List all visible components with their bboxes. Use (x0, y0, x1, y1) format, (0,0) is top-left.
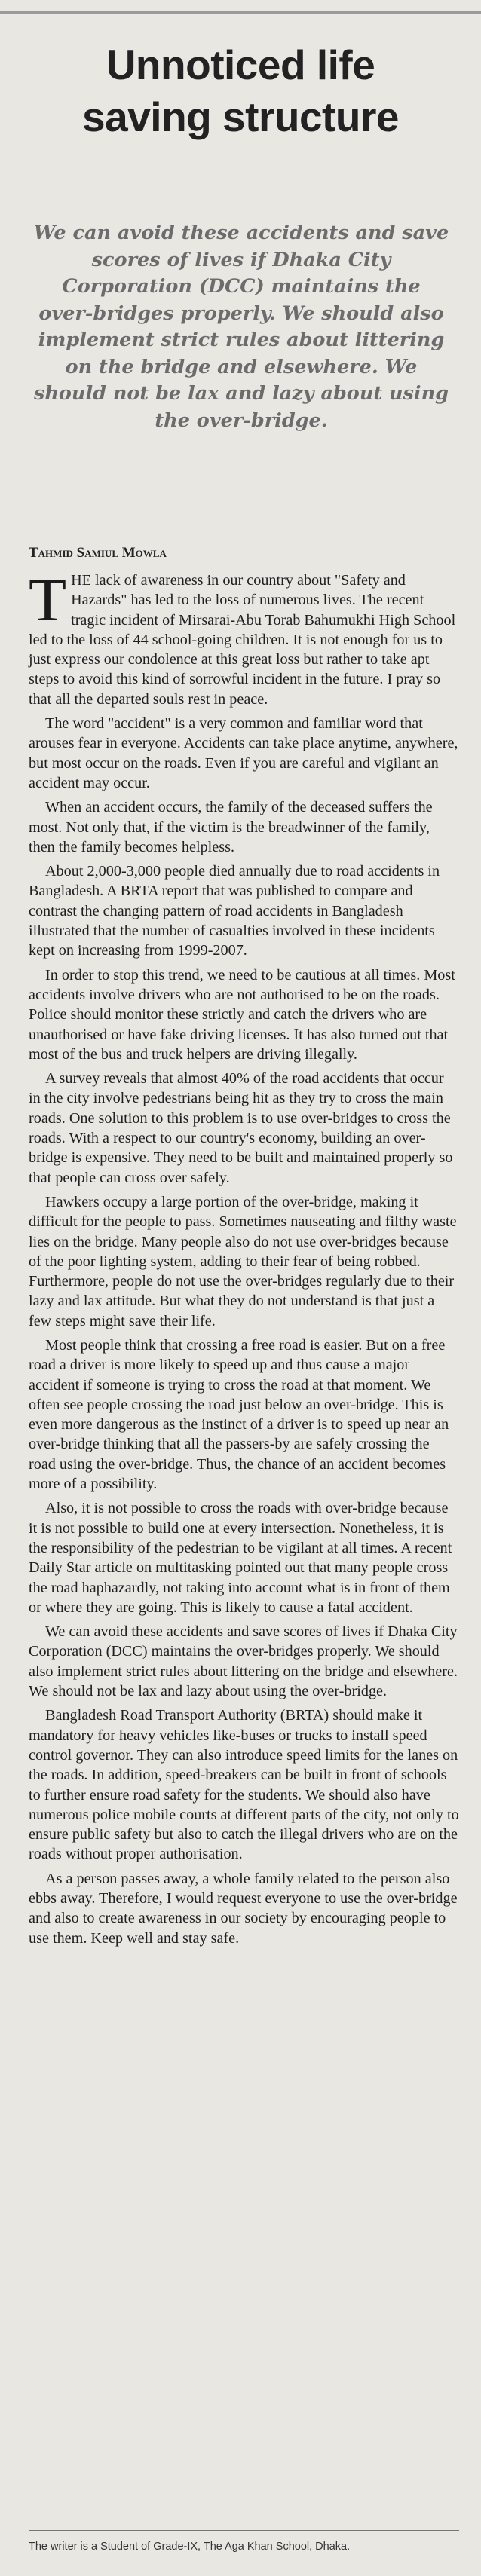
article-paragraph-5: In order to stop this trend, we need to be cautious at all times. Most accidents involve drivers who are not authorised to be on the roads. Police should monitor these strictly and catch the drivers who are unauthorised or have fake driving licenses. It has also turned out that most of the bus and truck helpers are driving illegally. (29, 966, 455, 1063)
article-paragraph-10: We can avoid these accidents and save scores of lives if Dhaka City Corporation (DCC) maintains the over-bridges properly. We should also implement strict rules about littering on the bridge and elsewhere. We should not be lax and lazy about using the over-bridge. (29, 1623, 458, 1700)
article-paragraph-8: Most people think that crossing a free road is easier. But on a free road a driver is more likely to speed up and thus cause a major accident if someone is trying to cross the road at that moment. We often see people crossing the road just below an over-bridge. This is even more dangerous as the instinct of a driver is to speed up near an over-bridge thinking that all the passers-by are safely crossing the road using the over-bridge. Thus, the chance of an accident becomes more of a possibility. (29, 1336, 449, 1493)
headline-line-2: saving structure (82, 93, 399, 140)
paragraph-text: HE lack of awareness in our country about "Safety and Hazards" has led to the loss of numerous lives. The recent tragic incident of Mirsarai-Abu Torab Bahumukhi High School led to the loss of 44 school-going children. It is not enough for us to just express our condolence at this great loss but rather to take apt steps to avoid this kind of sorrowful incident in the future. I pray so that all the departed souls rest in peace. (29, 572, 456, 708)
article-paragraph-9: Also, it is not possible to cross the roads with over-bridge because it is not possible to build one at every intersection. Nonetheless, it is the responsibility of the pedestrian to be vigilant at all times. A recent Daily Star article on multitasking pointed out that many people cross the road haphazardly, not taking into account what is in front of them or where they are going. This is likely to cause a fatal accident. (29, 1500, 452, 1616)
headline-line-1: Unnoticed life (106, 41, 375, 88)
article-paragraph-3: When an accident occurs, the family of the deceased suffers the most. Not only that, if the victim is the breadwinner of the family, then the family becomes helpless. (29, 799, 433, 855)
article-paragraph-4: About 2,000-3,000 people died annually due to road accidents in Bangladesh. A BRTA report that was published to compare and contrast the changing pattern of road accidents in Bangladesh illustrated that the number of casualties involved in these incidents kept on increasing from 1999-2007. (29, 863, 440, 959)
article-paragraph-1 (29, 565, 459, 709)
article-paragraph-2: The word "accident" is a very common and familiar word that arouses fear in everyone. Accidents can take place anytime, anywhere, but most occur on the roads. Even if you are careful and vigilant an accident may occur. (29, 715, 458, 791)
article-paragraph-6: A survey reveals that almost 40% of the road accidents that occur in the city involve pedestrians being hit as they try to cross the main roads. One solution to this problem is to use over-bridges to cross the roads. With a respect to our country's economy, building an over-bridge is expensive. They need to be built and maintained properly so that people can cross over safely. (29, 1070, 453, 1186)
byline: Tahmid Samiul Mowla (29, 545, 167, 561)
author-footnote: The writer is a Student of Grade-IX, The Aga Khan School, Dhaka. (29, 2541, 351, 2553)
article-deck: We can avoid these accidents and save scores of lives if Dhaka City Corporation (DCC) maintains the over-bridges properly. We should also implement strict rules about littering on the bridge and elsewhere. We should not be lax and lazy about using the over-bridge. (33, 222, 449, 432)
article-body (29, 565, 459, 1953)
headline (0, 39, 481, 143)
drop-cap: T (29, 565, 67, 634)
article-paragraph-7: Hawkers occupy a large portion of the over-bridge, making it difficult for the people to pass. Sometimes nauseating and filthy waste lies on the bridge. Many people also do not use over-bridges because of the poor lighting system, adding to their fear of being robbed. Furthermore, people do not use the over-bridges regularly due to their lazy and lax attitude. But what they do not understand is that just a few steps might save their life. (29, 1193, 457, 1329)
top-rule (0, 11, 481, 14)
article-paragraph-11: Bangladesh Road Transport Authority (BRTA) should make it mandatory for heavy vehicles like-buses or trucks to install speed control governor. They can also introduce speed limits for the lanes on the roads. In addition, speed-breakers can be built in front of schools to further ensure road safety for the students. We should also have numerous police mobile courts at different parts of the city, not only to ensure public safety but also to catch the illegal drivers who are on the roads without proper authorisation. (29, 1707, 459, 1863)
footnote-divider (29, 2530, 459, 2531)
article-paragraph-12: As a person passes away, a whole family related to the person also ebbs away. Therefore, I would request everyone to use the over-bridge and also to create awareness in our society by encouraging people to use them. Keep well and stay safe. (29, 1870, 458, 1947)
